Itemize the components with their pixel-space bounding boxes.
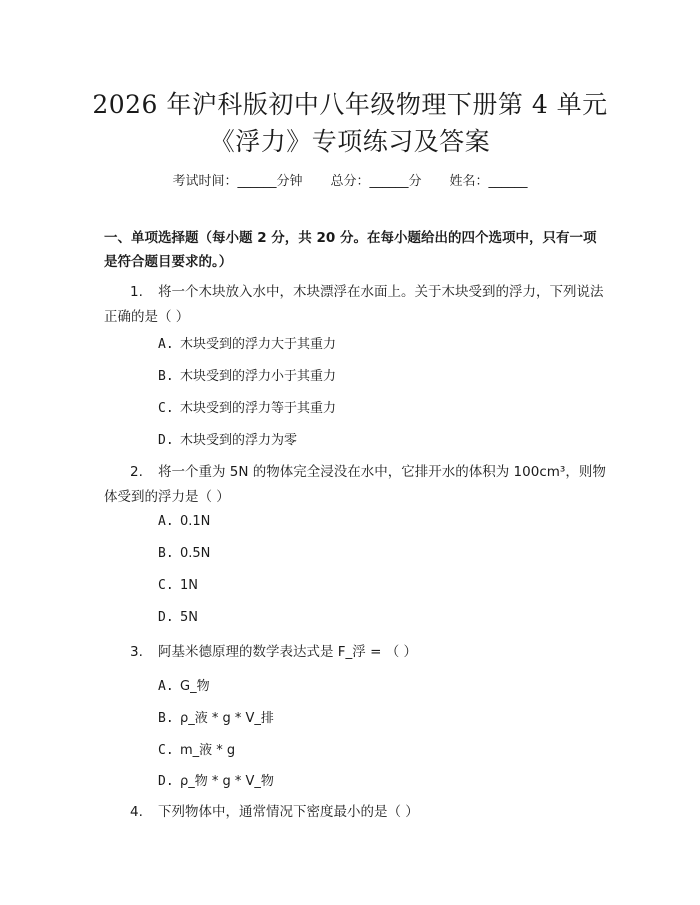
question-1 xyxy=(104,280,609,330)
option-2b xyxy=(158,546,210,561)
question-number: 4. xyxy=(130,804,143,820)
option-text: 木块受到的浮力大于其重力 xyxy=(180,337,337,352)
question-number: 3. xyxy=(130,644,143,660)
section-heading-single-choice: 一、单项选择题（每小题 2 分，共 20 分。在每小题给出的四个选项中，只有一项是符合题目要求的。） xyxy=(104,230,597,270)
option-letter: D. xyxy=(158,774,174,789)
option-2a xyxy=(158,514,210,529)
option-text: m_液 * g xyxy=(180,743,236,758)
option-letter: C. xyxy=(158,401,174,416)
question-2 xyxy=(104,460,609,510)
option-1a xyxy=(158,333,336,352)
option-text: 0.1N xyxy=(180,514,211,529)
option-letter: C. xyxy=(158,578,174,593)
option-letter: D. xyxy=(158,433,174,448)
question-4 xyxy=(104,800,609,825)
option-3c xyxy=(158,739,235,758)
option-text: ρ_液 * g * V_排 xyxy=(180,711,274,726)
option-text: 木块受到的浮力为零 xyxy=(180,433,298,448)
question-text: 将一个重为 5N 的物体完全浸没在水中，它排开水的体积为 100cm³，则物体受到的浮力是（ ） xyxy=(104,464,606,505)
option-text: 0.5N xyxy=(180,546,211,561)
question-number: 1. xyxy=(130,284,143,300)
option-letter: B. xyxy=(158,546,174,561)
option-text: 5N xyxy=(180,610,198,625)
option-1c xyxy=(158,397,336,416)
option-letter: B. xyxy=(158,369,174,384)
option-text: G_物 xyxy=(180,679,210,694)
question-number: 2. xyxy=(130,464,143,480)
question-text: 下列物体中，通常情况下密度最小的是（ ） xyxy=(158,804,419,820)
option-1d xyxy=(158,429,297,448)
exam-meta xyxy=(0,170,700,189)
student-name-label: 姓名：______ xyxy=(449,174,528,189)
option-letter: A. xyxy=(158,337,174,352)
option-2c xyxy=(158,578,198,593)
option-3a xyxy=(158,675,210,694)
question-3 xyxy=(104,640,609,665)
option-3b xyxy=(158,707,274,726)
option-letter: C. xyxy=(158,743,174,758)
question-text: 阿基米德原理的数学表达式是 F_浮 = （ ） xyxy=(158,644,417,660)
question-text: 将一个木块放入水中，木块漂浮在水面上。关于木块受到的浮力，下列说法正确的是（ ） xyxy=(104,284,604,325)
option-letter: D. xyxy=(158,610,174,625)
title-line-1: 2026 年沪科版初中八年级物理下册第 4 单元 xyxy=(92,90,608,119)
option-text: 1N xyxy=(180,578,198,593)
option-text: 木块受到的浮力等于其重力 xyxy=(180,401,337,416)
option-text: 木块受到的浮力小于其重力 xyxy=(180,369,337,384)
option-text: ρ_物 * g * V_物 xyxy=(180,774,274,789)
title-line-2: 《浮力》专项练习及答案 xyxy=(209,127,491,156)
total-score-label: 总分：______分 xyxy=(330,174,422,189)
exam-time-label: 考试时间：______分钟 xyxy=(172,174,303,189)
option-letter: B. xyxy=(158,711,174,726)
option-letter: A. xyxy=(158,679,174,694)
option-2d xyxy=(158,610,198,625)
option-letter: A. xyxy=(158,514,174,529)
option-1b xyxy=(158,365,336,384)
option-3d xyxy=(158,770,274,789)
